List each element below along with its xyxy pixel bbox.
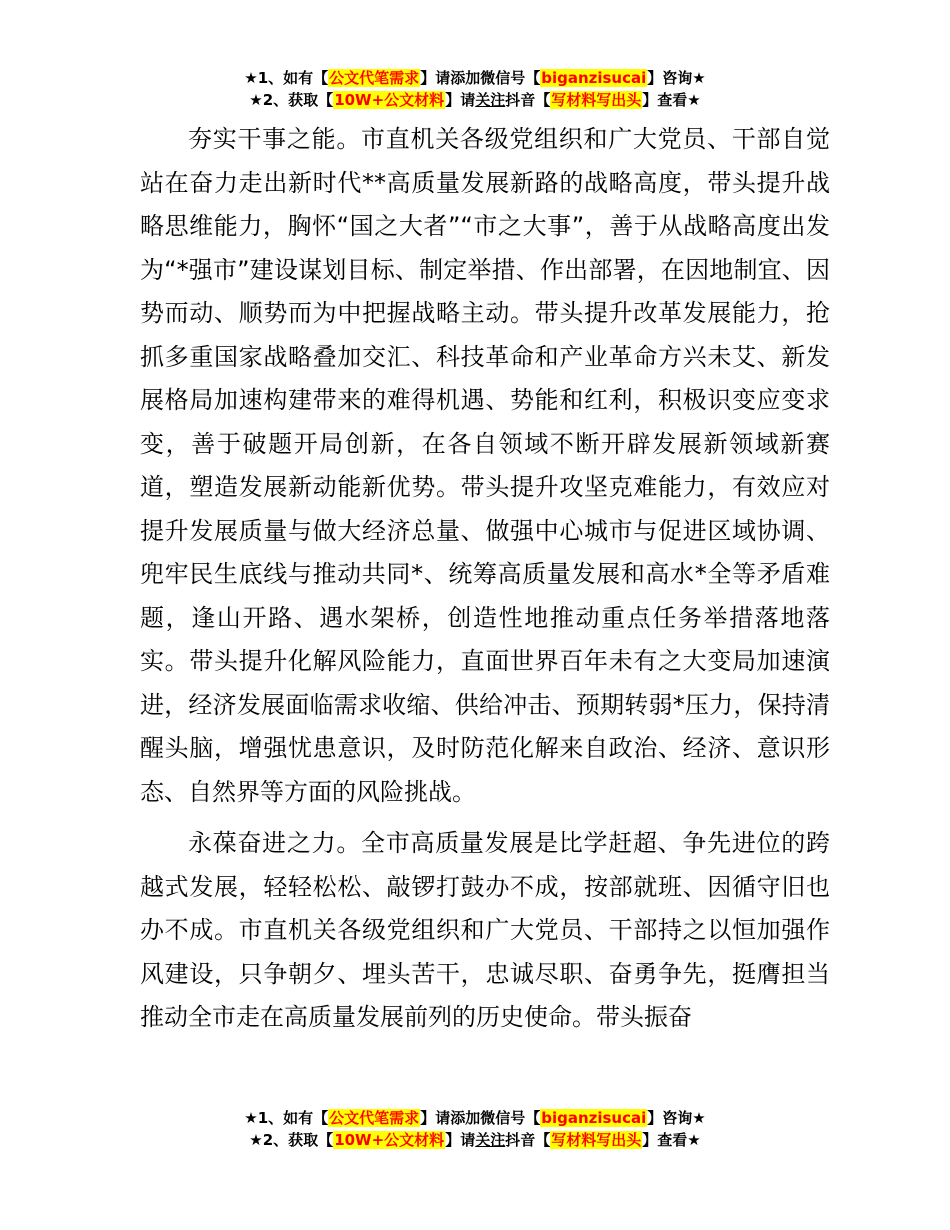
highlight-douyin-account: 写材料写出头 <box>551 1131 642 1149</box>
banner-line-2 <box>0 90 950 112</box>
banner-text: 】查看★ <box>642 1131 701 1149</box>
banner-text: 】咨询★ <box>647 1109 706 1127</box>
highlight-materials: 10W+公文材料 <box>334 91 445 109</box>
banner-text: 】查看★ <box>642 91 701 109</box>
banner-text: ★1、如有【 <box>244 69 329 87</box>
banner-text: 】请 <box>445 1131 476 1149</box>
banner-text: 抖音【 <box>505 1131 551 1149</box>
banner-line-1 <box>0 1108 950 1130</box>
highlight-wechat-id: biganzisucai <box>541 69 647 87</box>
highlight-service: 公文代笔需求 <box>329 69 420 87</box>
banner-text: ★2、获取【 <box>249 91 334 109</box>
banner-text: 】请 <box>445 91 476 109</box>
highlight-douyin-account: 写材料写出头 <box>551 91 642 109</box>
highlight-wechat-id: biganzisucai <box>541 1109 647 1127</box>
highlight-service: 公文代笔需求 <box>329 1109 420 1127</box>
follow-text: 关注 <box>475 1131 506 1149</box>
banner-text: 】请添加微信号【 <box>420 1109 541 1127</box>
banner-line-1 <box>0 68 950 90</box>
banner-text: 抖音【 <box>505 91 551 109</box>
banner-text: ★2、获取【 <box>249 1131 334 1149</box>
footer-banner <box>0 1108 950 1152</box>
paragraph-1: 夯实干事之能。市直机关各级党组织和广大党员、干部自觉站在奋力走出新时代**高质量发展新路的战略高度，带头提升战略思维能力，胸怀“国之大者”“市之大事”，善于从战略高度出发为“*强市”建设谋划目标、制定举措、作出部署，在因地制宜、因势而动、顺势而为中把握战略主动。带头提升改革发展能力，抢抓多重国家战略叠加交汇、科技革命和产业革命方兴未艾、新发展格局加速构建带来的难得机遇、势能和红利，积极识变应变求变，善于破题开局创新，在各自领域不断开辟发展新领域新赛道，塑造发展新动能新优势。带头提升攻坚克难能力，有效应对提升发展质量与做大经济总量、做强中心城市与促进区域协调、兜牢民生底线与推动共同*、统筹高质量发展和高水*全等矛盾难题，逢山开路、遇水架桥，创造性地推动重点任务举措落地落实。带头提升化解风险能力，直面世界百年未有之大变局加速演进，经济发展面临需求收缩、供给冲击、预期转弱*压力，保持清醒头脑，增强忧患意识，及时防范化解来自政治、经济、意识形态、自然界等方面的风险挑战。 <box>140 125 830 806</box>
header-banner <box>0 68 950 112</box>
follow-text: 关注 <box>475 91 506 109</box>
banner-text: ★1、如有【 <box>244 1109 329 1127</box>
document-body <box>140 118 830 1040</box>
highlight-materials: 10W+公文材料 <box>334 1131 445 1149</box>
banner-line-2 <box>0 1130 950 1152</box>
paragraph-2: 永葆奋进之力。全市高质量发展是比学赶超、争先进位的跨越式发展，轻轻松松、敲锣打鼓办不成，按部就班、因循守旧也办不成。市直机关各级党组织和广大党员、干部持之以恒加强作风建设，只争朝夕、埋头苦干，忠诚尽职、奋勇争先，挺膺担当推动全市走在高质量发展前列的历史使命。带头振奋 <box>140 829 830 1031</box>
banner-text: 】咨询★ <box>647 69 706 87</box>
banner-text: 】请添加微信号【 <box>420 69 541 87</box>
